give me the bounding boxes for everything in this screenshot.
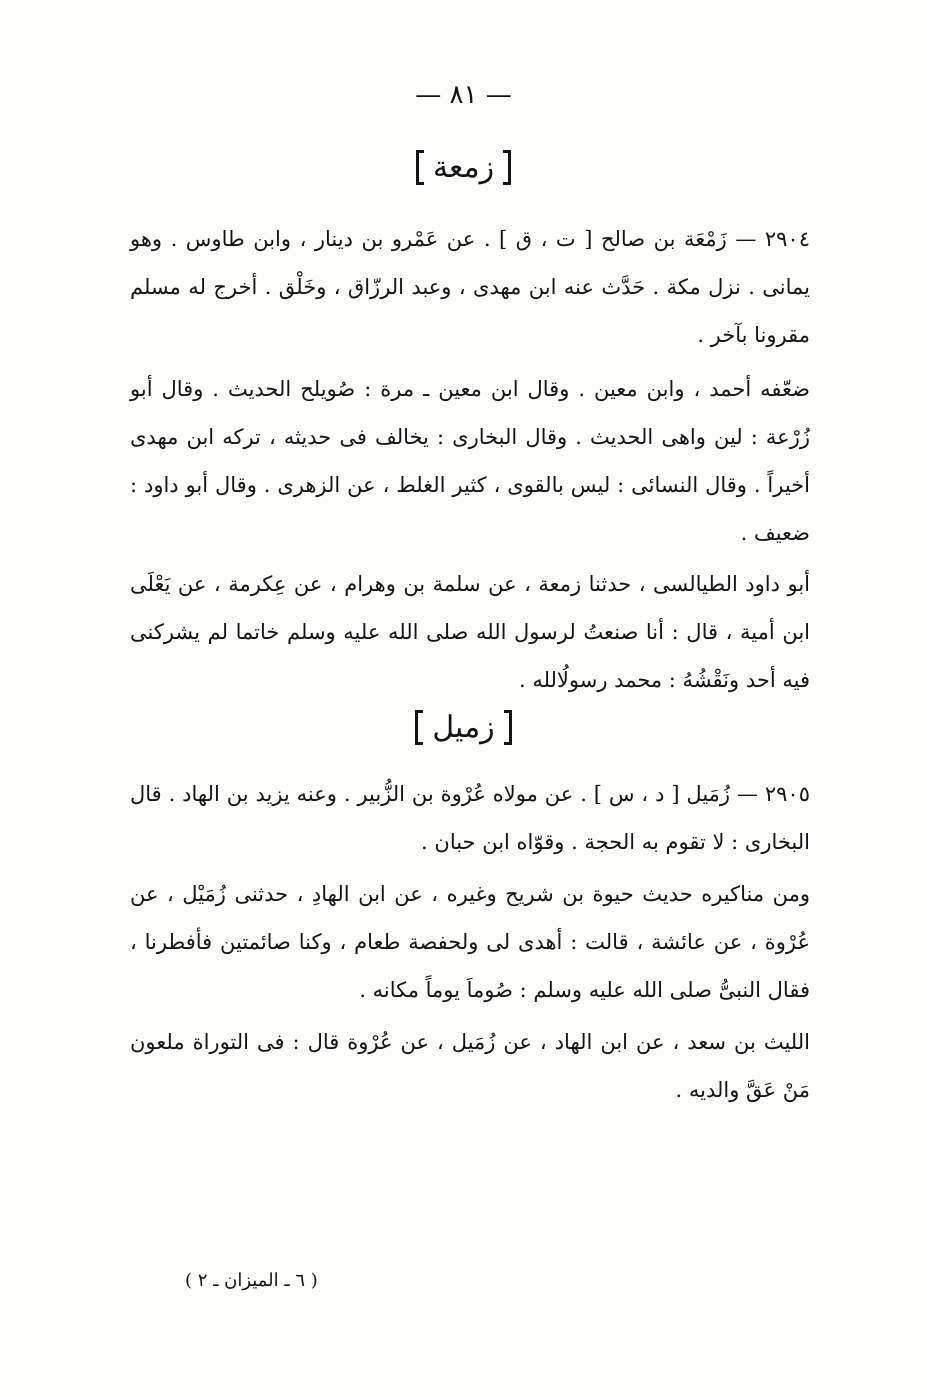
- paragraph: ومن مناكيره حديث حيوة بن شريح وغيره ، عن ابن الهادِ ، حدثنى زُمَيْل ، عن عُرْوة ، عن عائشة ، قالت : أهدى لى ولحفصة طعام ، وكنا صائمتين فأفطرنا ، فقال النبىُّ صلى الله عليه وسلم : صُوماَ يوماً مكانه .: [130, 882, 810, 1002]
- section-heading-zumail: [0, 710, 927, 745]
- paragraph: ٢٩٠٤ — زَمْعَة بن صالح [ ت ، ق ] . عن عَمْرو بن دينار ، وابن طاوس . وهو يمانى . نزل مكة . حَدَّث عنه ابن مهدى ، وعبد الرزّاق ، وخَلْق . أخرج له مسلم مقرونا بآخر .: [130, 227, 810, 347]
- paragraph: أبو داود الطيالسى ، حدثنا زمعة ، عن سلمة بن وهرام ، عن عِكرمة ، عن يَعْلَى ابن أمية ، قال : أنا صنعتُ لرسول الله صلى الله عليه وسلم خاتما لم يشركنى فيه أحد ونَقْشُهُ : محمد رسولُالله .: [130, 572, 811, 692]
- footer-signature: ( ٦ ـ الميزان ـ ٢ ): [185, 1270, 318, 1291]
- entry-2905-hadith: [130, 1018, 810, 1114]
- entry-2904-intro: [130, 215, 810, 359]
- entry-2905-intro: [130, 770, 810, 866]
- section-heading-text: زميل: [415, 710, 511, 745]
- paragraph: ضعّفه أحمد ، وابن معين . وقال ابن معين ـ مرة : صُويلح الحديث . وقال أبو زُرْعة : لين واهى الحديث . وقال البخارى : يخالف فى حديثه ، تركه ابن مهدى أخيراً . وقال النسائى : ليس بالقوى ، كثير الغلط ، عن الزهرى . وقال أبو داود : ضعيف .: [130, 377, 810, 545]
- paragraph: ٢٩٠٥ — زُمَيل [ د ، س ] . عن مولاه عُرْوة بن الزُّبير . وعنه يزيد بن الهاد . قال البخارى : لا تقوم به الحجة . وقوّاه ابن حبان .: [130, 782, 810, 854]
- entry-2904-hadith: [130, 560, 810, 704]
- entry-2904-criticism: [130, 365, 810, 557]
- section-heading-text: زمعة: [416, 150, 511, 185]
- section-heading-zamaa: [0, 150, 927, 185]
- paragraph: الليث بن سعد ، عن ابن الهاد ، عن زُمَيل ، عن عُرْوة قال : فى التوراة ملعون مَنْ عَقَّ والديه .: [130, 1030, 810, 1102]
- entry-2905-manakir: [130, 870, 810, 1014]
- page-number: — ٨١ —: [415, 80, 512, 110]
